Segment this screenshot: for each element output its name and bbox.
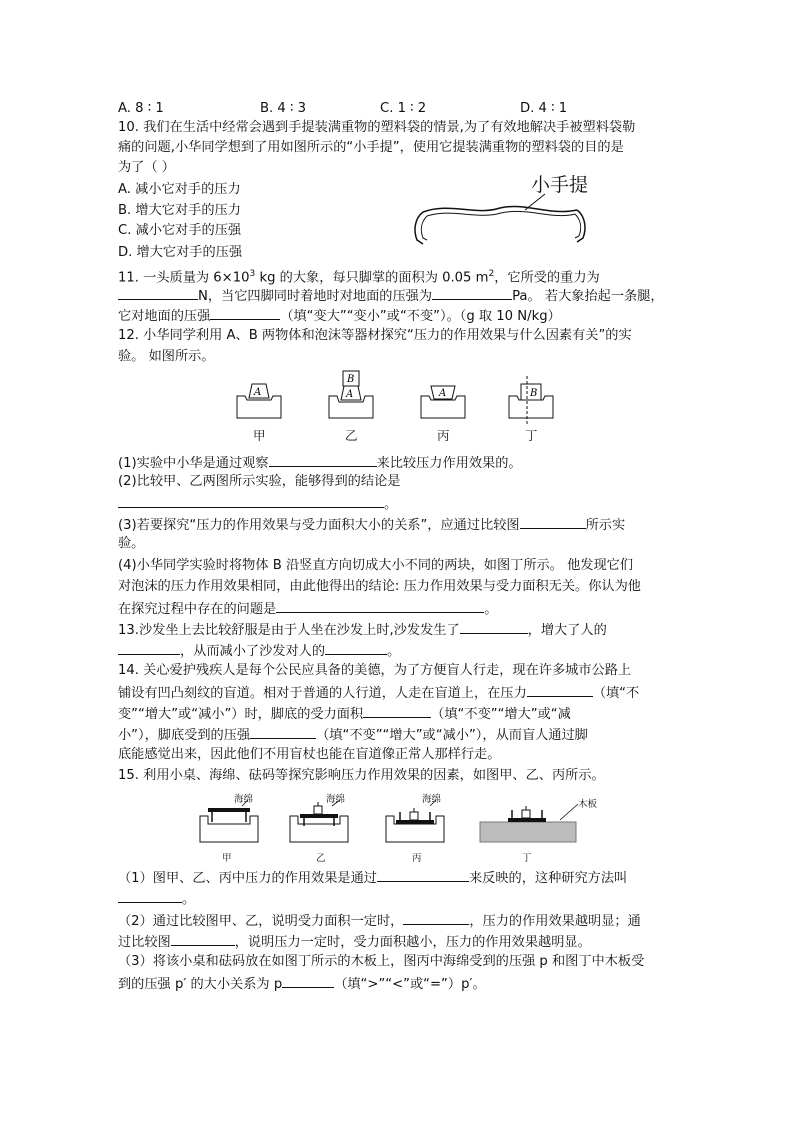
q12-stem-line1: 12. 小华同学利用 A、B 两物体和泡沫等器材探究“压力的作用效果与什么因素有关”的实 [118,328,632,343]
block-b-label: B [530,388,538,399]
q11-line3 [118,305,561,327]
q15-part1 [118,867,627,889]
q13-blank-pressure[interactable] [325,640,387,655]
q14-text: 变”“增大”或“减小”）时，脚底的受力面积 [118,707,364,722]
figure-label-yi: 乙 [316,853,326,864]
q15-part2-line2 [118,931,591,953]
q11-blank-gravity[interactable] [118,285,198,300]
q12-text: 。 [484,602,498,617]
q12-part1 [118,452,522,474]
q11-blank-pressure[interactable] [432,285,512,300]
q12-blank-conclusion[interactable] [118,493,384,508]
q9-option-d[interactable]: D. 4 ∶ 1 [520,101,568,116]
q15-blank-observe[interactable] [377,867,469,882]
figure-label-yi: 乙 [345,428,358,443]
q13-line2 [118,640,400,662]
foam-bing [421,386,465,418]
q14-text: 小”），脚底受到的压强 [118,728,251,743]
sponge-label: 海绵 [422,794,442,805]
q15-blank-condition[interactable] [403,910,469,925]
q10-stem-line3: 为了（ ） [118,160,175,175]
q11-sup: 2 [488,269,495,279]
q13-blank-deformation[interactable] [460,619,528,634]
setup-bing [386,800,444,842]
q10-stem-line2: 痛的问题,小华同学想到了用如图所示的“小手提”，使用它提装满重物的塑料袋的目的是 [118,140,624,155]
q14-blank-area[interactable] [363,703,431,718]
q12-text: 所示实 [585,518,626,533]
q11-line2 [118,285,664,307]
q12-text: 来比较压力作用效果的。 [376,456,522,471]
q14-text: （填“不变”“增大”或“减 [431,707,571,722]
setup-jia [200,800,258,842]
q14-text: （填“不 [592,686,640,701]
q15-part2-line1 [118,910,641,932]
q11-text: kg 的大象，每只脚掌的面积为 0.05 m [255,270,489,286]
q12-stem-line2: 验。 如图所示。 [118,349,215,364]
q14-blank-force[interactable] [527,682,593,697]
q12-part2: (2)比较甲、乙两图所示实验，能够得到的结论是 [118,474,401,489]
q10-stem-line1: 10. 我们在生活中经常会遇到手提装满重物的塑料袋的情景,为了有效地解决手被塑料袋勒 [118,120,636,135]
foam-ding [509,376,553,424]
q15-stem: 15. 利用小桌、海绵、砝码等探究影响压力作用效果的因素，如图甲、乙、丙所示。 [118,768,605,783]
q12-blank-problem[interactable] [276,598,484,613]
figure-label-bing: 丙 [412,853,422,864]
handle-figure-label: 小手提 [531,174,589,196]
q12-part4-line3 [118,598,497,620]
foam-yi [329,371,373,418]
q15-part3-line2 [118,973,486,995]
q11-text: ，它所受的重力为 [494,270,600,286]
q9-option-a[interactable]: A. 8 ∶ 1 [118,101,164,116]
q11-text: 11. 一头质量为 6×10 [118,270,250,286]
q13-text: ，增大了人的 [527,623,607,638]
q12-part2-answer [118,493,397,515]
q12-text: 。 [384,497,398,512]
block-a-label: A [254,387,262,398]
setup-ding [480,804,578,842]
q14-line3 [118,703,571,725]
q15-text: ，说明压力一定时，受力面积越小，压力的作用效果越明显。 [234,935,591,950]
q12-text: (1)实验中小华是通过观察 [118,456,269,471]
q15-blank-relation[interactable] [282,973,334,988]
q15-text: 。 [182,892,196,907]
q11-text: Pa。 若大象抬起一条腿， [512,289,664,304]
q10-option-c[interactable]: C. 减小它对手的压强 [118,223,242,238]
block-a-label: A [346,389,354,400]
q12-part3 [118,514,625,536]
q14-text: 铺设有凹凸刻纹的盲道。相对于普通的人行道，人走在盲道上，在压力 [118,686,527,701]
q15-blank-method[interactable] [118,888,182,903]
figure-label-jia: 甲 [253,428,266,443]
q11-text: 它对地面的压强 [118,309,211,324]
q11-text: N，当它四脚同时着地时对地面的压强为 [198,289,433,304]
q10-option-a[interactable]: A. 减小它对手的压力 [118,182,241,197]
q14-line4 [118,724,588,746]
block-a-label: A [439,388,447,399]
sponge-label: 海绵 [234,794,254,805]
q14-text: （填“不变”“增大”或“减小”），从而盲人通过脚 [316,728,588,743]
q15-text: ，压力的作用效果越明显；通 [469,914,641,929]
q11-blank-change[interactable] [210,305,280,320]
foam-drawings [225,368,565,428]
q11-text: （填“变大”“变小”或“不变”）。（g 取 10 N/kg） [280,309,561,324]
figure-label-ding: 丁 [525,428,538,443]
q12-blank-compare[interactable] [520,514,586,529]
figure-label-ding: 丁 [522,853,532,864]
q14-blank-pressure[interactable] [250,724,316,739]
q12-part4-line2: 对泡沫的压力作用效果相同，由此他得出的结论: 压力作用效果与受力面积无关。你认为他 [118,579,641,594]
foam-experiment-figure [225,368,565,446]
q12-part4-line1: (4)小华同学实验时将物体 B 沿竖直方向切成大小不同的两块，如图丁所示。 他发现它们 [118,558,634,573]
sponge-label: 海绵 [326,794,346,805]
q13-text: 。 [387,644,401,659]
q15-part3-line1: （3）将该小桌和砝码放在如图丁所示的木板上，图丙中海绵受到的压强 p 和图丁中木板受 [118,954,645,969]
q15-text: 到的压强 p′ 的大小关系为 p [118,977,283,992]
table-sponge-figure [190,790,610,862]
q12-text: (3)若要探究“压力的作用效果与受力面积大小的关系”，应通过比较图 [118,518,520,533]
q14-line2 [118,682,639,704]
q12-text: 在探究过程中存在的问题是 [118,602,277,617]
figure-label-bing: 丙 [437,428,450,443]
q15-text: （1）图甲、乙、丙中压力的作用效果是通过 [118,871,377,886]
setup-yi [290,800,348,842]
handle-figure [405,168,595,248]
q15-blank-compare[interactable] [171,931,235,946]
q13-text: 13.沙发坐上去比较舒服是由于人坐在沙发上时,沙发发生了 [118,623,460,638]
q15-part1-answer [118,888,195,910]
board-label: 木板 [578,799,598,810]
foam-jia [237,384,281,418]
block-b-label: B [347,374,355,385]
q10-option-d[interactable]: D. 增大它对手的压强 [118,245,243,260]
q9-option-b[interactable]: B. 4 ∶ 3 [260,101,307,116]
q15-text: 过比较图 [118,935,171,950]
q14-line5: 底能感觉出来，因此他们不用盲杖也能在盲道像正常人那样行走。 [118,747,501,762]
q13-line1 [118,619,607,641]
q14-line1: 14. 关心爱护残疾人是每个公民应具备的美德，为了方便盲人行走，现在许多城市公路上 [118,663,632,678]
q13-text: ，从而减小了沙发对人的 [180,644,326,659]
q13-blank-area[interactable] [118,640,180,655]
figure-label-jia: 甲 [222,853,232,864]
q9-option-c[interactable]: C. 1 ∶ 2 [380,101,427,116]
q11-sup: 3 [249,269,256,279]
q15-text: 来反映的，这种研究方法叫 [468,871,628,886]
q15-text: （2）通过比较图甲、乙，说明受力面积一定时， [118,914,404,929]
q12-blank-observe[interactable] [269,452,377,467]
q12-part3-end: 验。 [118,536,145,551]
q15-text: （填“>”“<”或“=”）p′。 [334,977,486,992]
q10-option-b[interactable]: B. 增大它对手的压力 [118,203,241,218]
